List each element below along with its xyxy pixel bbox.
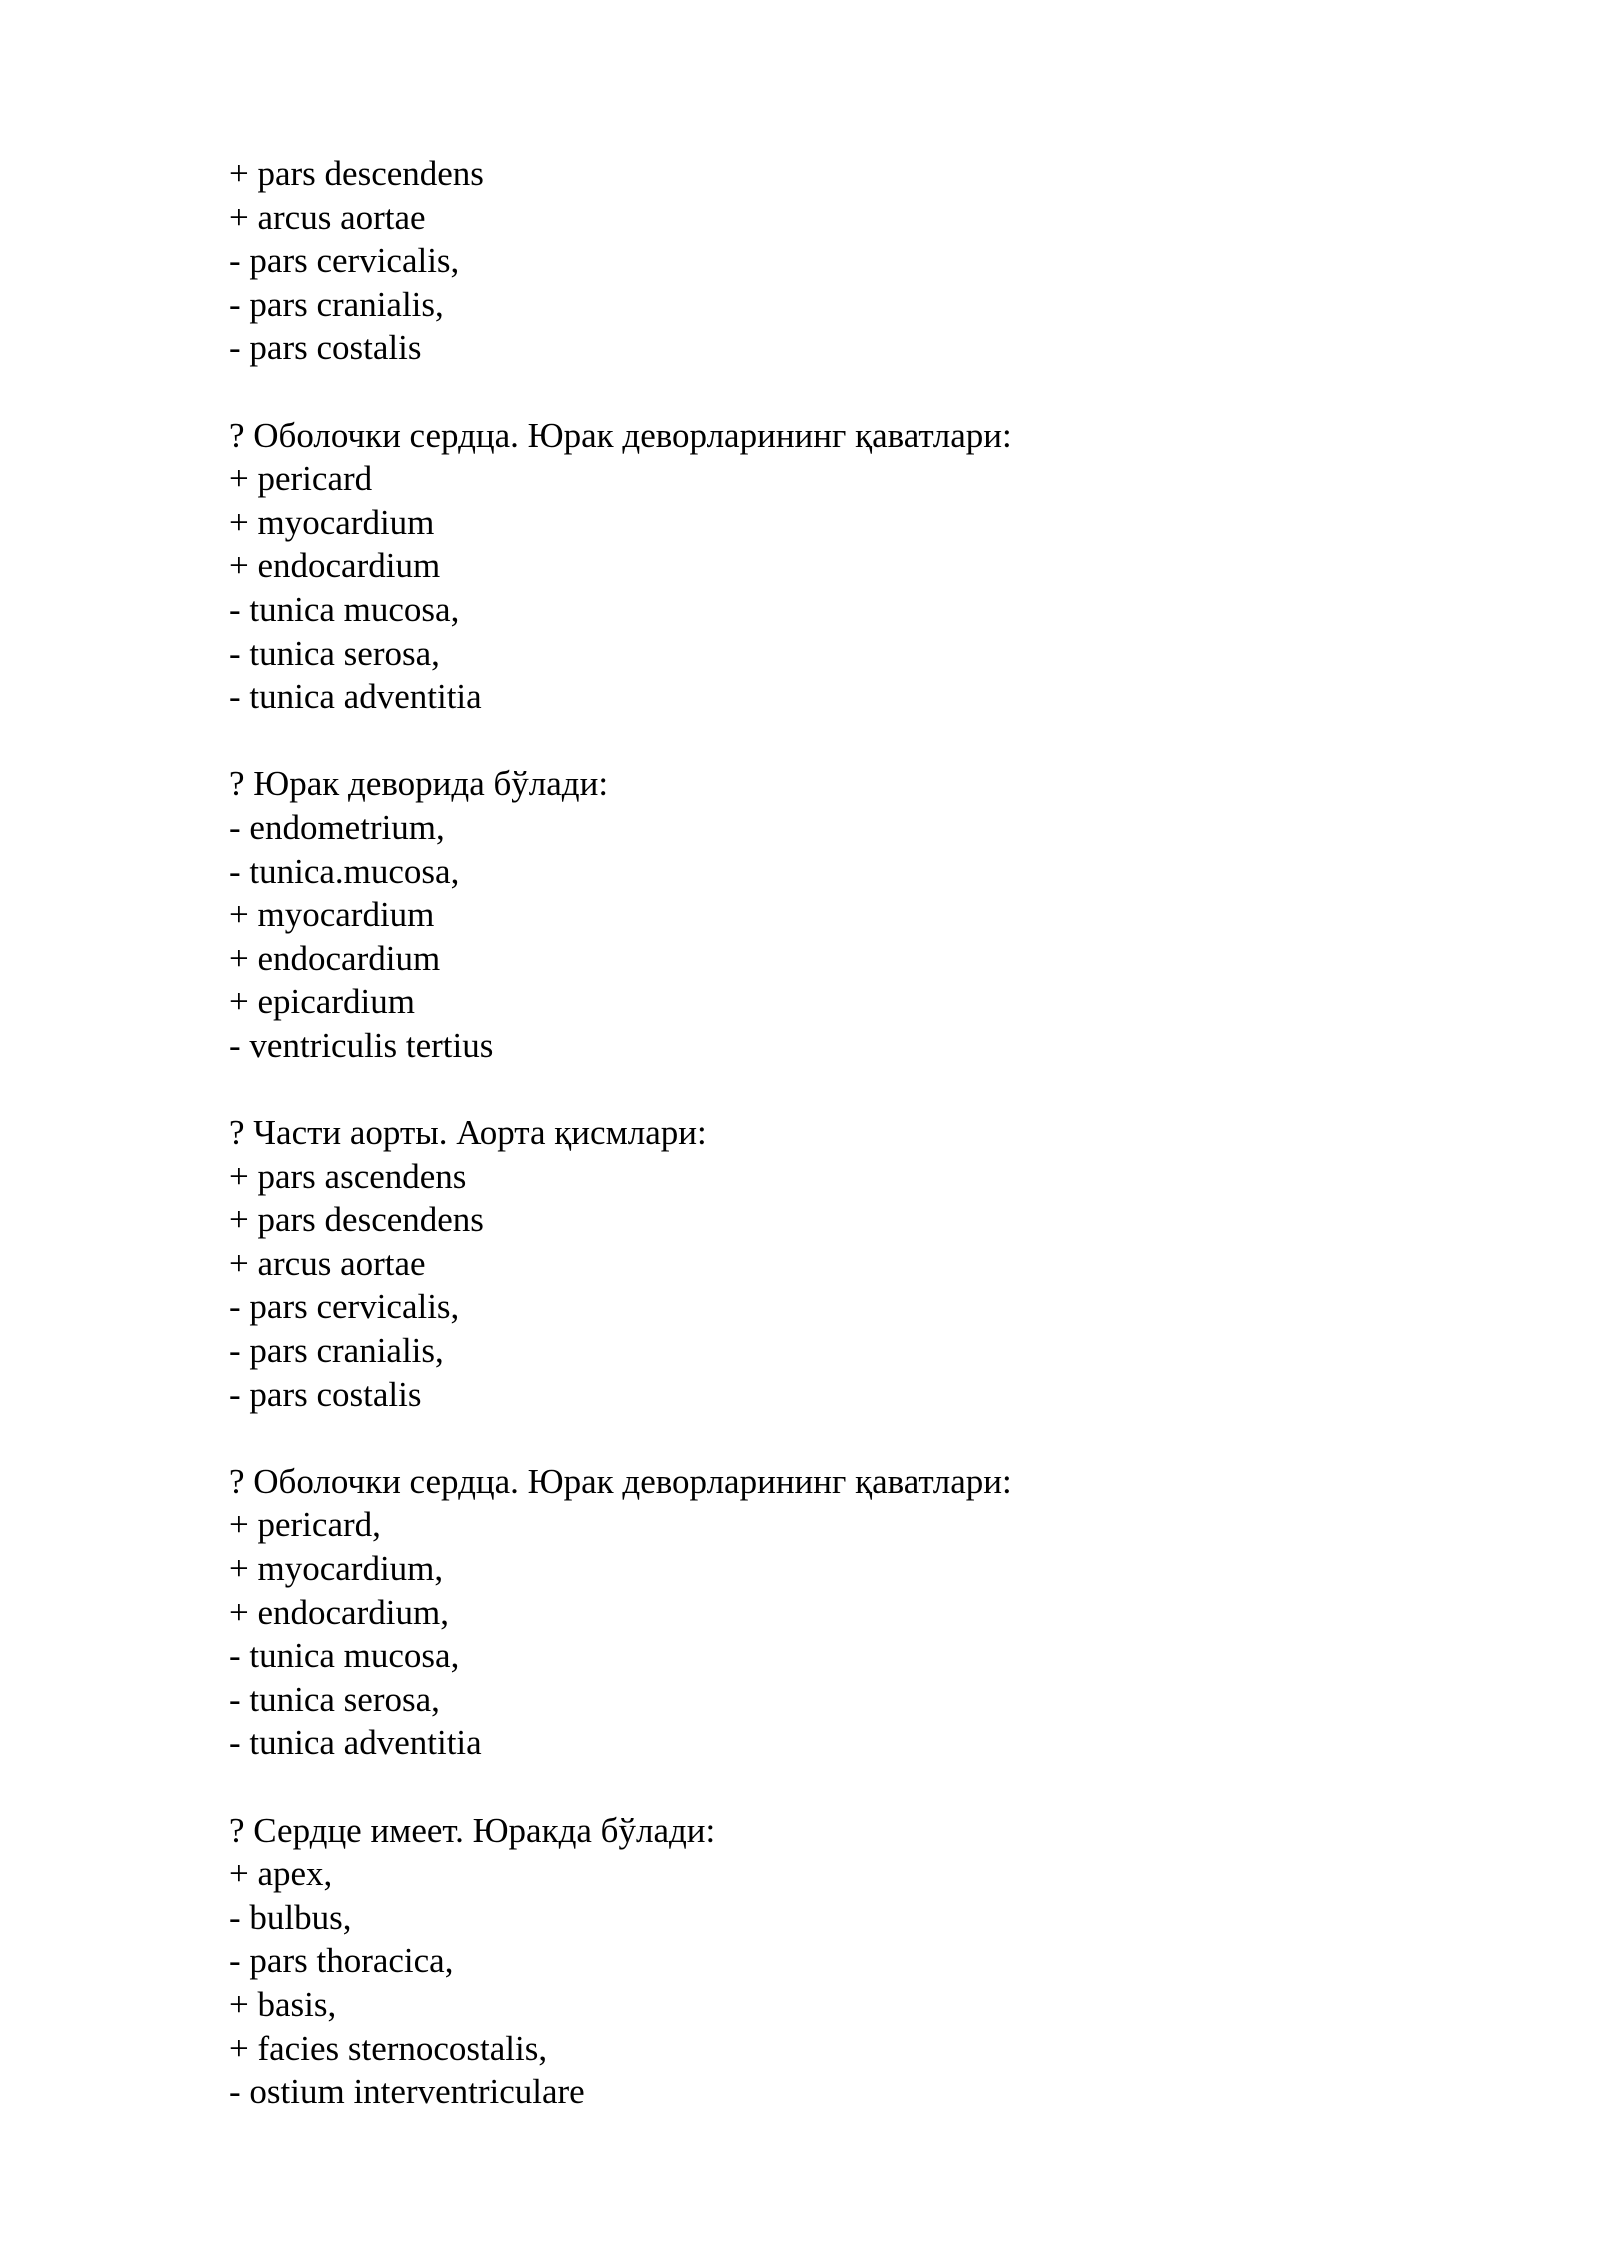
answer-option: + pars descendens — [229, 1200, 484, 1240]
question-text: ? Юрак деворида бўлади: — [229, 764, 609, 804]
answer-option: + pericard — [229, 459, 373, 499]
answer-option: + arcus aortae — [229, 197, 426, 237]
answer-option: - endometrium, — [229, 807, 445, 847]
question-block — [229, 762, 1429, 1067]
answer-option: - pars cervicalis, — [229, 241, 460, 281]
question-text: ? Оболочки сердца. Юрак деворларининг қаватлари: — [229, 1461, 1012, 1501]
answer-option: - tunica adventitia — [229, 677, 482, 717]
answer-option: + pars descendens — [229, 154, 484, 193]
question-text: ? Сердце имеет. Юракда бўлади: — [229, 1810, 716, 1850]
answer-option: - tunica serosa, — [229, 633, 440, 673]
question-block — [229, 414, 1429, 719]
answer-option: + basis, — [229, 1984, 337, 2024]
answer-option: + pars ascendens — [229, 1156, 467, 1196]
answer-option: - ostium interventriculare — [229, 2072, 585, 2112]
question-block — [229, 1460, 1429, 1765]
question-text: ? Оболочки сердца. Юрак деворларининг қаватлари: — [229, 415, 1012, 455]
answer-option: - pars cranialis, — [229, 1331, 444, 1371]
answer-option: - tunica adventitia — [229, 1723, 482, 1763]
answer-option: + apex, — [229, 1854, 333, 1894]
answer-option: - pars costalis — [229, 1374, 422, 1414]
answer-option: + arcus aortae — [229, 1243, 426, 1283]
answer-option: - ventriculis tertius — [229, 1025, 494, 1065]
answer-option: - pars thoracica, — [229, 1941, 454, 1981]
answer-option: - tunica mucosa, — [229, 1636, 460, 1676]
answer-option: - pars cranialis, — [229, 284, 444, 324]
answer-option: - tunica serosa, — [229, 1679, 440, 1719]
answer-option: + myocardium — [229, 895, 435, 935]
answer-option: + pericard, — [229, 1505, 381, 1545]
answer-option: - pars costalis — [229, 328, 422, 368]
answer-option: - tunica.mucosa, — [229, 851, 460, 891]
question-block-continued — [229, 152, 1429, 370]
answer-option: + myocardium, — [229, 1549, 444, 1588]
question-text: ? Части аорты. Аорта қисмлари: — [229, 1113, 707, 1153]
question-block — [229, 1809, 1429, 2114]
answer-option: - tunica mucosa, — [229, 589, 460, 629]
answer-option: - bulbus, — [229, 1897, 352, 1937]
document-page — [229, 152, 1429, 2157]
answer-option: + endocardium, — [229, 1592, 449, 1632]
answer-option: + epicardium — [229, 982, 415, 1022]
answer-option: + endocardium — [229, 938, 441, 978]
answer-option: + myocardium — [229, 502, 435, 542]
question-block — [229, 1111, 1429, 1416]
answer-option: - pars cervicalis, — [229, 1287, 460, 1327]
answer-option: + endocardium — [229, 546, 441, 586]
answer-option: + facies sternocostalis, — [229, 2028, 548, 2068]
